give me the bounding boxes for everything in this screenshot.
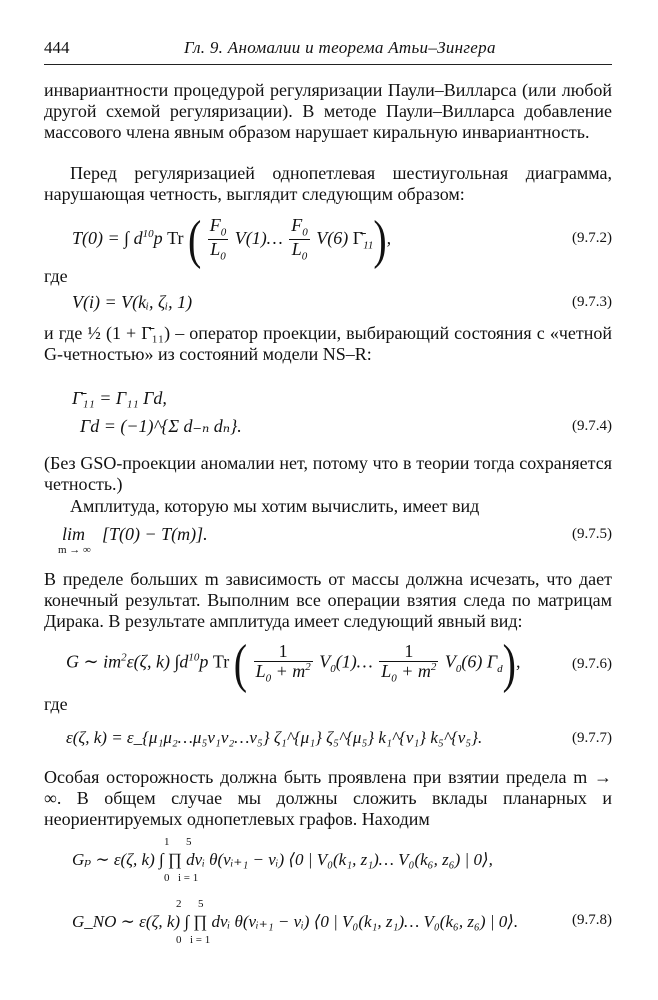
equation-9-7-5-body: [T(0) − T(m)]. — [102, 524, 208, 544]
paragraph-3: и где ½ (1 + Γ̄₁₁) – оператор проекции, выбирающий состояния с «четной G-четностью» из состояний модели NS–R: — [44, 323, 612, 364]
equation-9-7-2 — [44, 208, 612, 270]
equation-9-7-8-planar — [44, 836, 612, 892]
equation-9-7-5 — [44, 520, 612, 560]
integral-upper-limit-2: 2 — [176, 898, 182, 910]
equation-9-7-7 — [44, 728, 612, 754]
product-lower-limit-2: i = 1 — [190, 934, 211, 946]
equation-number-9-7-6: (9.7.6) — [572, 656, 612, 672]
equation-9-7-7-body: ε(ζ, k) = ε_{μ₁μ₂…μ₅ν₁ν₂…ν₅} ζ₁^{μ₁} ζ₅^{μ₅} k₁^{ν₁} k₅^{ν₅}. — [66, 728, 483, 747]
integral-upper-limit: 1 — [164, 836, 170, 848]
paragraph-1: инвариантности процедурой регуляризации Паули–Вилларса (или любой другой схемой регуляризации). В методе Паули–Вилларса добавление массового члена явным образом нарушает киральную инвариантность. — [44, 80, 612, 142]
equation-9-7-2-body: T(0) = ∫ $d^{10}p$ Tr ( $\frac{F_0}{L_0}$ V(1)… $\frac{F_0}{L_0}$ V(6) $\Gammā_{11}$), — [72, 208, 392, 270]
paragraph-6: В пределе больших m зависимость от массы должна исчезать, что дает конечный результат. Выполним все операции взятия следа по матрицам Дирака. В результате амплитуда имеет следующий явный вид: — [44, 569, 612, 631]
running-title: Гл. 9. Аномалии и теорема Атьи–Зингера — [184, 38, 496, 57]
equation-9-7-3-body: V(i) = V(kᵢ, ζᵢ, 1) — [72, 292, 193, 312]
header-rule — [44, 64, 612, 65]
equation-number-9-7-7: (9.7.7) — [572, 730, 612, 746]
equation-number-9-7-4: (9.7.4) — [572, 418, 612, 434]
product-upper-limit-2: 5 — [198, 898, 204, 910]
equation-9-7-8-planar-body: Gₚ ∼ ε(ζ, k) ∫ ∏ dνᵢ θ(νᵢ₊₁ − νᵢ) ⟨0 | V₀(k₁, z₁)… V₀(k₆, z₆) | 0⟩, — [72, 850, 493, 869]
equation-9-7-6-body: G ∼ $im^2\varepsilon(\zeta$, k) $\int d^{10}p$ Tr ( $\frac{1}{L_0 + m^2}$ $V_0(1)\dots$ $\frac{1}{L_0 + m^2}$ $V_0(6)$ $\Gamma_d$), — [66, 632, 521, 694]
where-label-1: где — [44, 266, 68, 286]
page-header — [44, 38, 612, 62]
equation-number-9-7-5: (9.7.5) — [572, 526, 612, 542]
equation-9-7-4-line-1: Γ̄₁₁ = Γ₁₁ Γd, — [72, 388, 167, 408]
equation-9-7-8-nonorientable — [44, 898, 612, 954]
equation-9-7-8-nonorientable-body: G_NO ∼ ε(ζ, k) ∫ ∏ dνᵢ θ(νᵢ₊₁ − νᵢ) ⟨0 | V₀(k₁, z₁)… V₀(k₆, z₆) | 0⟩. — [72, 912, 519, 931]
paragraph-5: Амплитуда, которую мы хотим вычислить, имеет вид — [70, 496, 480, 516]
paragraph-4: (Без GSO-проекции аномалии нет, потому что в теории тогда сохраняется четность.) — [44, 453, 612, 494]
integral-lower-limit-2: 0 — [176, 934, 182, 946]
limit-subscript: m → ∞ — [58, 544, 91, 556]
equation-number-9-7-2: (9.7.2) — [572, 230, 612, 246]
product-lower-limit: i = 1 — [178, 872, 199, 884]
paragraph-2: Перед регуляризацией однопетлевая шестиугольная диаграмма, нарушающая четность, выглядит следующим образом: — [44, 163, 612, 204]
equation-number-9-7-3: (9.7.3) — [572, 294, 612, 310]
equation-number-9-7-8: (9.7.8) — [572, 912, 612, 928]
equation-9-7-4-line-2: Γd = (−1)^{Σ d₋ₙ dₙ}. — [80, 416, 242, 436]
paragraph-7: Особая осторожность должна быть проявлена при взятии предела m → ∞. В общем случае мы должны сложить вклады планарных и неориентируемых однопетлевых графов. Находим — [44, 767, 612, 829]
product-upper-limit: 5 — [186, 836, 192, 848]
equation-9-7-4 — [44, 388, 612, 444]
page-number: 444 — [44, 38, 70, 57]
where-label-2: где — [44, 694, 68, 714]
limit-operator: lim — [62, 524, 86, 544]
integral-lower-limit: 0 — [164, 872, 170, 884]
equation-9-7-3 — [44, 292, 612, 316]
equation-9-7-6 — [44, 632, 612, 694]
